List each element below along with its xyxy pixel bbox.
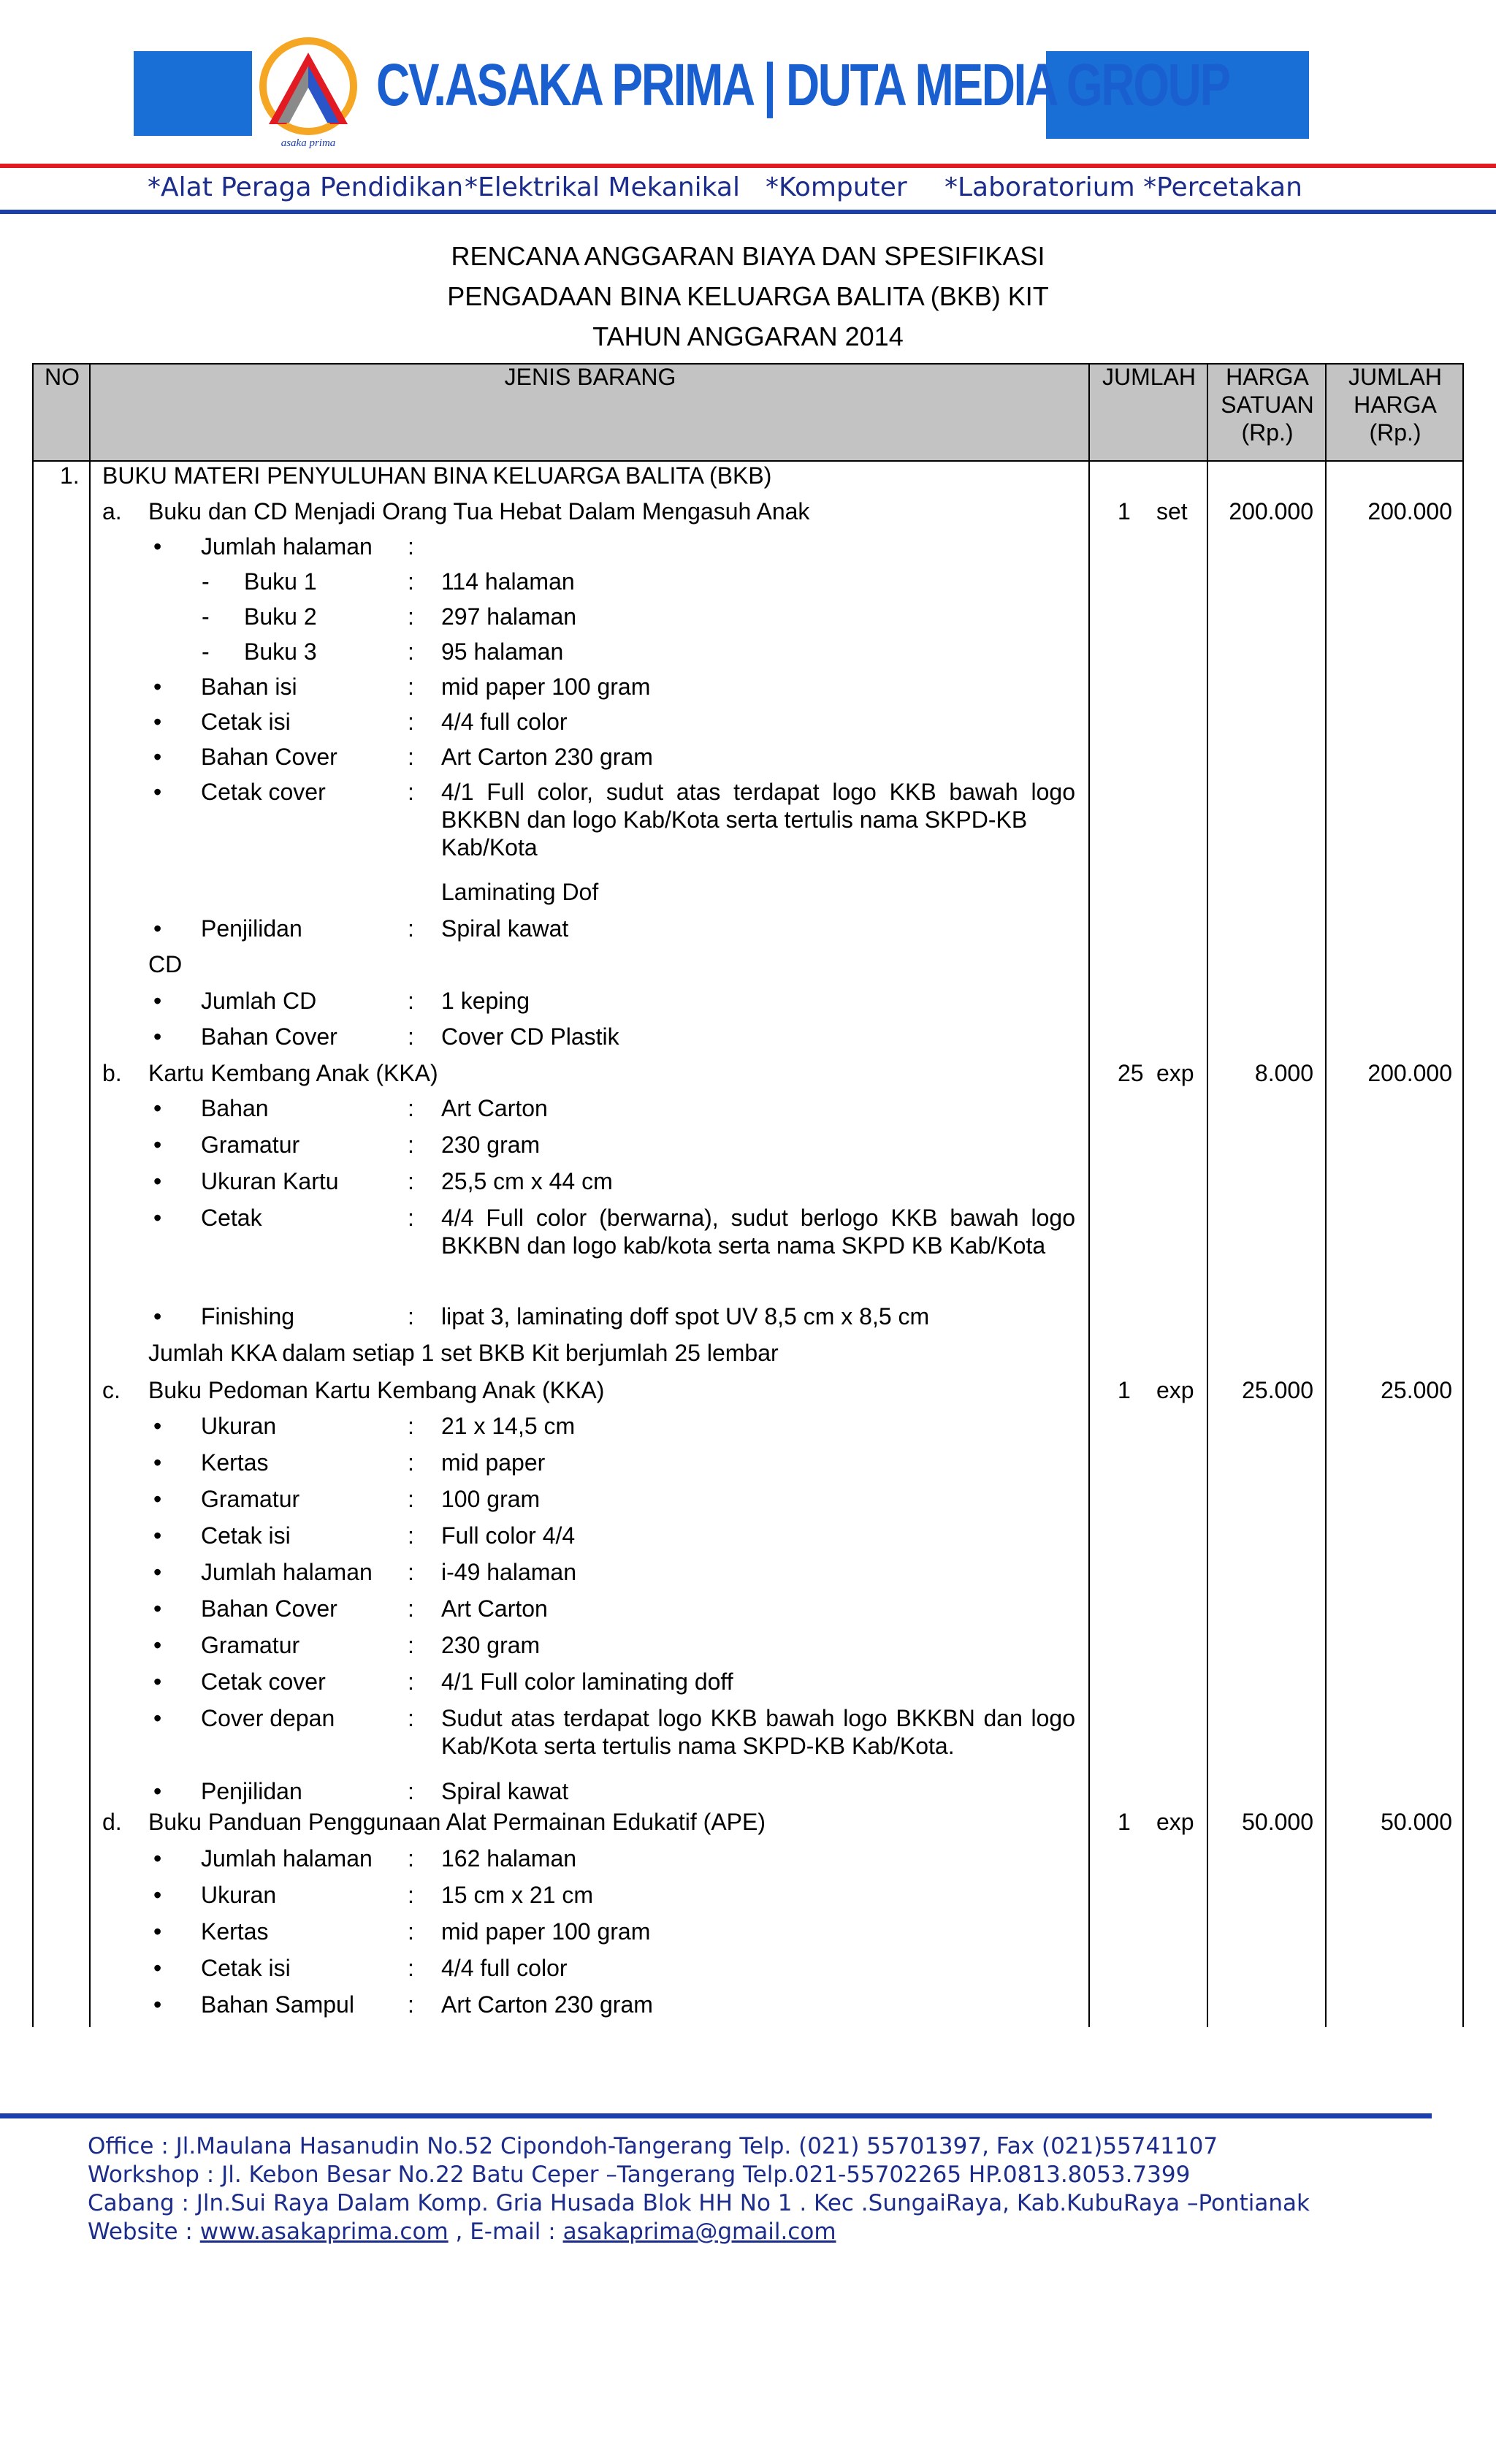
spec-colon: : xyxy=(408,533,414,560)
spec-value: Kab/Kota xyxy=(441,834,538,861)
spec-value: 162 halaman xyxy=(441,1845,577,1872)
spec-label: Cover depan xyxy=(201,1705,335,1731)
spec-bullet: • xyxy=(153,1303,162,1330)
header-jumlah-harga-l2: HARGA xyxy=(1354,392,1437,418)
item-price: 50.000 xyxy=(1242,1809,1313,1835)
spec-colon: : xyxy=(408,1705,414,1731)
spec-label: Bahan isi xyxy=(201,674,297,700)
spec-label: Bahan Cover xyxy=(201,744,337,770)
spec-bullet: • xyxy=(153,1632,162,1658)
spec-label: Cetak cover xyxy=(201,1668,326,1695)
spec-bullet: • xyxy=(153,1168,162,1194)
spec-value: 1 keping xyxy=(441,988,530,1014)
spec-bullet: • xyxy=(153,1449,162,1476)
spec-bullet: • xyxy=(153,988,162,1014)
item-title: Buku dan CD Menjadi Orang Tua Hebat Dalam Mengasuh Anak xyxy=(148,498,810,525)
doc-title-line3: TAHUN ANGGARAN 2014 xyxy=(592,321,904,351)
spec-value: 297 halaman xyxy=(441,603,577,630)
spec-label: Jumlah halaman xyxy=(201,1845,373,1872)
spec-colon: : xyxy=(408,1632,414,1658)
spec-colon: : xyxy=(408,1303,414,1330)
spec-label: Cetak isi xyxy=(201,1955,291,1981)
spec-colon: : xyxy=(408,779,414,805)
spec-colon: : xyxy=(408,1778,414,1804)
spec-label: Cetak xyxy=(201,1205,262,1231)
website-link[interactable]: www.asakaprima.com xyxy=(199,2219,449,2245)
spec-value: Art Carton 230 gram xyxy=(441,1991,653,2018)
spec-label: Kertas xyxy=(201,1449,269,1476)
spec-label: Buku 3 xyxy=(244,638,317,665)
footer-workshop: Workshop : Jl. Kebon Besar No.22 Batu Ceper –Tangerang Telp.021-55702265 HP.0813.8053.7399 xyxy=(88,2162,1191,2188)
item-total: 200.000 xyxy=(1367,498,1452,525)
item-qty: 1 xyxy=(1118,1809,1131,1835)
spec-bullet: • xyxy=(153,1095,162,1121)
spec-label: Ukuran Kartu xyxy=(201,1168,339,1194)
spec-colon: : xyxy=(408,1918,414,1945)
spec-bullet: • xyxy=(153,1205,162,1231)
spec-colon: : xyxy=(408,1668,414,1695)
spec-colon: : xyxy=(408,1486,414,1512)
header-red-rule xyxy=(0,164,1496,168)
spec-colon: : xyxy=(408,1522,414,1549)
item-title: Buku Pedoman Kartu Kembang Anak (KKA) xyxy=(148,1377,605,1403)
spec-value: 4/4 full color xyxy=(441,709,568,735)
spec-dash: - xyxy=(202,568,210,595)
spec-bullet: • xyxy=(153,1595,162,1622)
spec-value: 21 x 14,5 cm xyxy=(441,1413,576,1439)
spec-colon: : xyxy=(408,1413,414,1439)
spec-value: BKKBN dan logo kab/kota serta nama SKPD KB Kab/Kota xyxy=(441,1232,1046,1259)
spec-bullet: • xyxy=(153,779,162,805)
item-price: 8.000 xyxy=(1254,1060,1313,1086)
spec-bullet: • xyxy=(153,1486,162,1512)
email-link[interactable]: asakaprima@gmail.com xyxy=(562,2219,836,2245)
cd-heading: CD xyxy=(148,951,183,977)
spec-bullet: • xyxy=(153,1132,162,1158)
spec-label: Gramatur xyxy=(201,1486,300,1512)
spec-label: Buku 2 xyxy=(244,603,317,630)
spec-colon: : xyxy=(408,568,414,595)
spec-value: BKKBN dan logo Kab/Kota serta tertulis nama SKPD-KB xyxy=(441,806,1028,833)
section-title: BUKU MATERI PENYULUHAN BINA KELUARGA BALITA (BKB) xyxy=(102,462,772,489)
logo-text: asaka prima xyxy=(280,137,336,149)
footer-contact xyxy=(88,2219,836,2245)
item-unit: set xyxy=(1156,498,1188,525)
spec-colon: : xyxy=(408,1132,414,1158)
spec-label: Bahan Cover xyxy=(201,1595,337,1622)
spec-value: mid paper 100 gram xyxy=(441,1918,651,1945)
spec-label: Jumlah halaman xyxy=(201,533,373,560)
item-letter: c. xyxy=(102,1377,121,1403)
spec-bullet: • xyxy=(153,533,162,560)
spec-value: 95 halaman xyxy=(441,638,564,665)
spec-colon: : xyxy=(408,1991,414,2018)
item-b-note: Jumlah KKA dalam setiap 1 set BKB Kit berjumlah 25 lembar xyxy=(148,1340,779,1366)
spec-bullet: • xyxy=(153,1705,162,1731)
header-blue-block-left xyxy=(134,51,252,136)
spec-colon: : xyxy=(408,1168,414,1194)
spec-bullet: • xyxy=(153,915,162,942)
spec-label: Gramatur xyxy=(201,1132,300,1158)
item-total: 50.000 xyxy=(1381,1809,1452,1835)
spec-label: Cetak isi xyxy=(201,1522,291,1549)
footer-cabang: Cabang : Jln.Sui Raya Dalam Komp. Gria Husada Blok HH No 1 . Kec .SungaiRaya, Kab.KubuRaya –Pontianak xyxy=(88,2190,1310,2216)
spec-colon: : xyxy=(408,638,414,665)
item-price: 25.000 xyxy=(1242,1377,1313,1403)
spec-label: Bahan Sampul xyxy=(201,1991,354,2018)
spec-value: 4/4 Full color (berwarna), sudut berlogo KKB bawah logo xyxy=(441,1205,1075,1231)
item-title: Kartu Kembang Anak (KKA) xyxy=(148,1060,438,1086)
company-logo xyxy=(256,37,362,153)
table-divider-jenis xyxy=(1088,363,1090,2027)
category-elektrikal: *Elektrikal Mekanikal xyxy=(465,172,740,202)
spec-colon: : xyxy=(408,1882,414,1908)
doc-title-line1: RENCANA ANGGARAN BIAYA DAN SPESIFIKASI xyxy=(451,241,1045,271)
spec-value: 25,5 cm x 44 cm xyxy=(441,1168,613,1194)
item-qty: 1 xyxy=(1118,1377,1131,1403)
spec-value: Art Carton xyxy=(441,1095,548,1121)
spec-label: Kertas xyxy=(201,1918,269,1945)
spec-label: Cetak isi xyxy=(201,709,291,735)
table-divider-jumlah xyxy=(1207,363,1208,2027)
header-harga-satuan-l2: SATUAN xyxy=(1221,392,1314,418)
spec-colon: : xyxy=(408,1449,414,1476)
spec-label: Finishing xyxy=(201,1303,295,1330)
spec-colon: : xyxy=(408,603,414,630)
spec-value: Sudut atas terdapat logo KKB bawah logo BKKBN dan logo xyxy=(441,1705,1075,1731)
spec-colon: : xyxy=(408,1595,414,1622)
header-harga-satuan-l1: HARGA xyxy=(1226,364,1309,390)
item-total: 25.000 xyxy=(1381,1377,1452,1403)
spec-value: lipat 3, laminating doff spot UV 8,5 cm x 8,5 cm xyxy=(441,1303,930,1330)
spec-dash: - xyxy=(202,603,210,630)
item-unit: exp xyxy=(1156,1060,1194,1086)
spec-bullet: • xyxy=(153,744,162,770)
spec-label: Penjilidan xyxy=(201,1778,302,1804)
spec-bullet: • xyxy=(153,1023,162,1050)
spec-colon: : xyxy=(408,1205,414,1231)
spec-colon: : xyxy=(408,744,414,770)
item-price: 200.000 xyxy=(1229,498,1313,525)
table-divider-harga xyxy=(1325,363,1327,2027)
header-jumlah-harga-l3: (Rp.) xyxy=(1369,419,1421,446)
spec-value: 230 gram xyxy=(441,1132,541,1158)
spec-value: mid paper xyxy=(441,1449,546,1476)
table-border-left xyxy=(32,363,34,2027)
spec-label: Gramatur xyxy=(201,1632,300,1658)
spec-value: 15 cm x 21 cm xyxy=(441,1882,594,1908)
spec-colon: : xyxy=(408,915,414,942)
item-letter: d. xyxy=(102,1809,122,1835)
spec-bullet: • xyxy=(153,1991,162,2018)
spec-label: Jumlah halaman xyxy=(201,1559,373,1585)
spec-value: Kab/Kota serta tertulis nama SKPD-KB Kab/Kota. xyxy=(441,1733,955,1759)
header-blue-rule xyxy=(0,210,1496,214)
category-komputer: *Komputer xyxy=(766,172,907,202)
table-border-right xyxy=(1462,363,1464,2027)
spec-dash: - xyxy=(202,638,210,665)
spec-label: Ukuran xyxy=(201,1882,277,1908)
spec-colon: : xyxy=(408,1095,414,1121)
item-unit: exp xyxy=(1156,1809,1194,1835)
item-letter: b. xyxy=(102,1060,122,1086)
footer-website-label: Website : xyxy=(88,2219,200,2245)
table-header-border xyxy=(32,460,1464,462)
spec-value: Full color 4/4 xyxy=(441,1522,576,1549)
spec-value: Art Carton 230 gram xyxy=(441,744,653,770)
doc-title-line2: PENGADAAN BINA KELUARGA BALITA (BKB) KIT xyxy=(447,281,1049,311)
spec-bullet: • xyxy=(153,1845,162,1872)
spec-label: Jumlah CD xyxy=(201,988,317,1014)
spec-value: Spiral kawat xyxy=(441,1778,569,1804)
header-jumlah-harga xyxy=(1327,363,1464,446)
spec-bullet: • xyxy=(153,1559,162,1585)
spec-colon: : xyxy=(408,1559,414,1585)
company-name: CV.ASAKA PRIMA | DUTA MEDIA GROUP xyxy=(376,52,1229,118)
header-jumlah-harga-l1: JUMLAH xyxy=(1348,364,1442,390)
spec-label: Bahan Cover xyxy=(201,1023,337,1050)
spec-bullet: • xyxy=(153,1413,162,1439)
spec-bullet: • xyxy=(153,1882,162,1908)
section-number: 1. xyxy=(60,462,80,489)
footer-blue-rule xyxy=(0,2113,1432,2118)
spec-value: Spiral kawat xyxy=(441,915,569,942)
category-laboratorium: *Laboratorium *Percetakan xyxy=(944,172,1302,202)
header-jumlah: JUMLAH xyxy=(1102,364,1196,390)
spec-label: Buku 1 xyxy=(244,568,317,595)
spec-bullet: • xyxy=(153,709,162,735)
spec-colon: : xyxy=(408,1023,414,1050)
item-qty: 25 xyxy=(1118,1060,1144,1086)
spec-colon: : xyxy=(408,1955,414,1981)
spec-colon: : xyxy=(408,1845,414,1872)
spec-value: 100 gram xyxy=(441,1486,541,1512)
spec-label: Cetak cover xyxy=(201,779,326,805)
spec-colon: : xyxy=(408,988,414,1014)
item-qty: 1 xyxy=(1118,498,1131,525)
spec-value: mid paper 100 gram xyxy=(441,674,651,700)
spec-label: Bahan xyxy=(201,1095,269,1121)
header-jenis-barang: JENIS BARANG xyxy=(504,364,676,390)
footer-office: Office : Jl.Maulana Hasanudin No.52 Cipondoh-Tangerang Telp. (021) 55701397, Fax (021)55741107 xyxy=(88,2133,1218,2159)
spec-value: 4/1 Full color laminating doff xyxy=(441,1668,733,1695)
spec-bullet: • xyxy=(153,1668,162,1695)
table-divider-no xyxy=(89,363,91,2027)
item-title: Buku Panduan Penggunaan Alat Permainan Edukatif (APE) xyxy=(148,1809,766,1835)
spec-colon: : xyxy=(408,709,414,735)
spec-label: Penjilidan xyxy=(201,915,302,942)
item-letter: a. xyxy=(102,498,122,525)
spec-value: 4/4 full color xyxy=(441,1955,568,1981)
spec-value: 114 halaman xyxy=(441,568,575,595)
spec-bullet: • xyxy=(153,1778,162,1804)
spec-value: 4/1 Full color, sudut atas terdapat logo KKB bawah logo xyxy=(441,779,1075,805)
spec-bullet: • xyxy=(153,1955,162,1981)
spec-bullet: • xyxy=(153,1522,162,1549)
spec-value: Laminating Dof xyxy=(441,879,599,905)
spec-colon: : xyxy=(408,674,414,700)
category-alat-peraga: *Alat Peraga Pendidikan xyxy=(148,172,464,202)
spec-value: Art Carton xyxy=(441,1595,548,1622)
header-no: NO xyxy=(45,364,80,390)
spec-bullet: • xyxy=(153,1918,162,1945)
footer-email-label: , E-mail : xyxy=(448,2219,563,2245)
spec-value: 230 gram xyxy=(441,1632,541,1658)
spec-label: Ukuran xyxy=(201,1413,277,1439)
item-unit: exp xyxy=(1156,1377,1194,1403)
spec-bullet: • xyxy=(153,674,162,700)
spec-value: Cover CD Plastik xyxy=(441,1023,619,1050)
header-harga-satuan xyxy=(1208,363,1327,446)
header-harga-satuan-l3: (Rp.) xyxy=(1241,419,1294,446)
item-total: 200.000 xyxy=(1367,1060,1452,1086)
spec-value: i-49 halaman xyxy=(441,1559,576,1585)
